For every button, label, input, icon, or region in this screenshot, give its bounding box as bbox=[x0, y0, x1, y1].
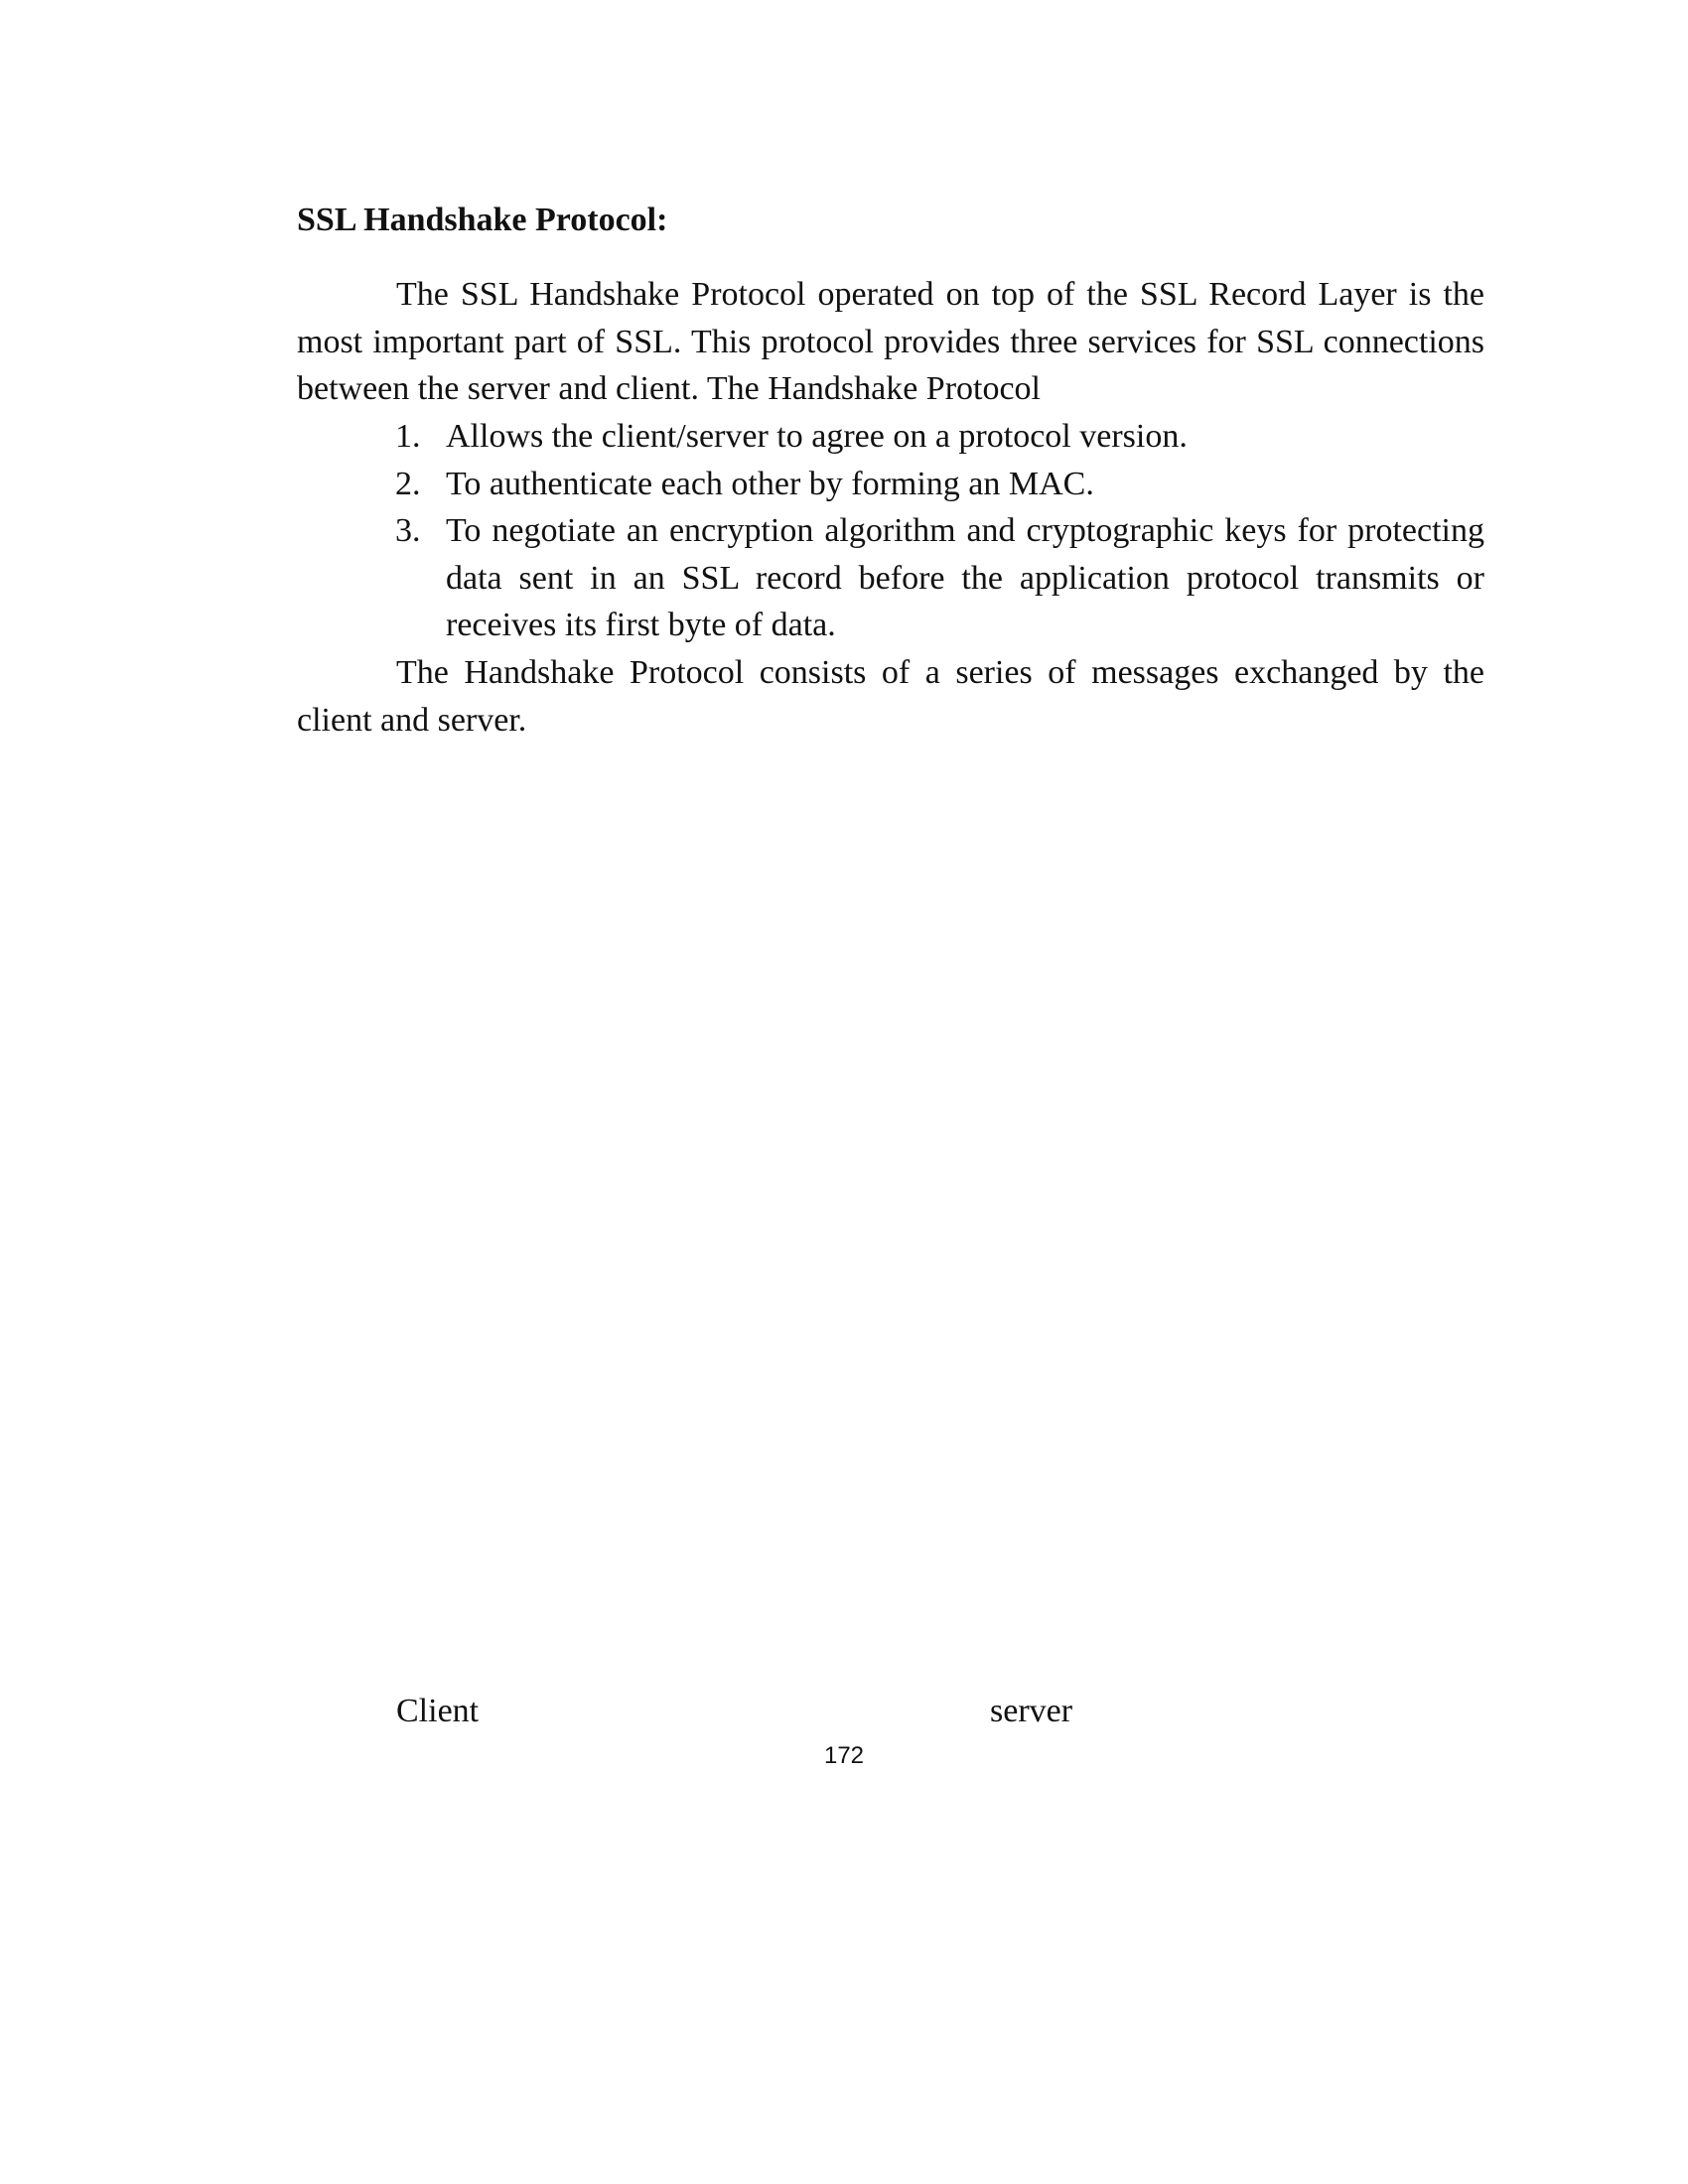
list-item bbox=[395, 413, 1484, 461]
closing-paragraph: The Handshake Protocol consists of a series of messages exchanged by the client and server. bbox=[297, 654, 1484, 739]
list-item bbox=[395, 461, 1484, 508]
intro-paragraph: The SSL Handshake Protocol operated on top of the SSL Record Layer is the most important part of SSL. This protocol provides three services for SSL connections between the server and client. The Handshake Protocol bbox=[297, 276, 1484, 407]
list-item-number: 2. bbox=[395, 465, 421, 502]
list-item-text: To authenticate each other by forming an MAC. bbox=[446, 465, 1094, 502]
list-item-number: 3. bbox=[395, 512, 421, 549]
services-list bbox=[395, 413, 1484, 649]
list-item bbox=[395, 507, 1484, 649]
list-item-text: Allows the client/server to agree on a protocol version. bbox=[446, 418, 1188, 455]
page-number: 172 bbox=[823, 1742, 865, 1769]
section-heading: SSL Handshake Protocol: bbox=[297, 202, 668, 238]
list-item-number: 1. bbox=[395, 418, 421, 455]
list-item-text: To negotiate an encryption algorithm and cryptographic keys for protecting data sent in an SSL record before the application protocol transmits or receives its first byte of data. bbox=[446, 512, 1484, 643]
client-label: Client bbox=[396, 1693, 480, 1729]
server-label: server bbox=[990, 1693, 1073, 1729]
